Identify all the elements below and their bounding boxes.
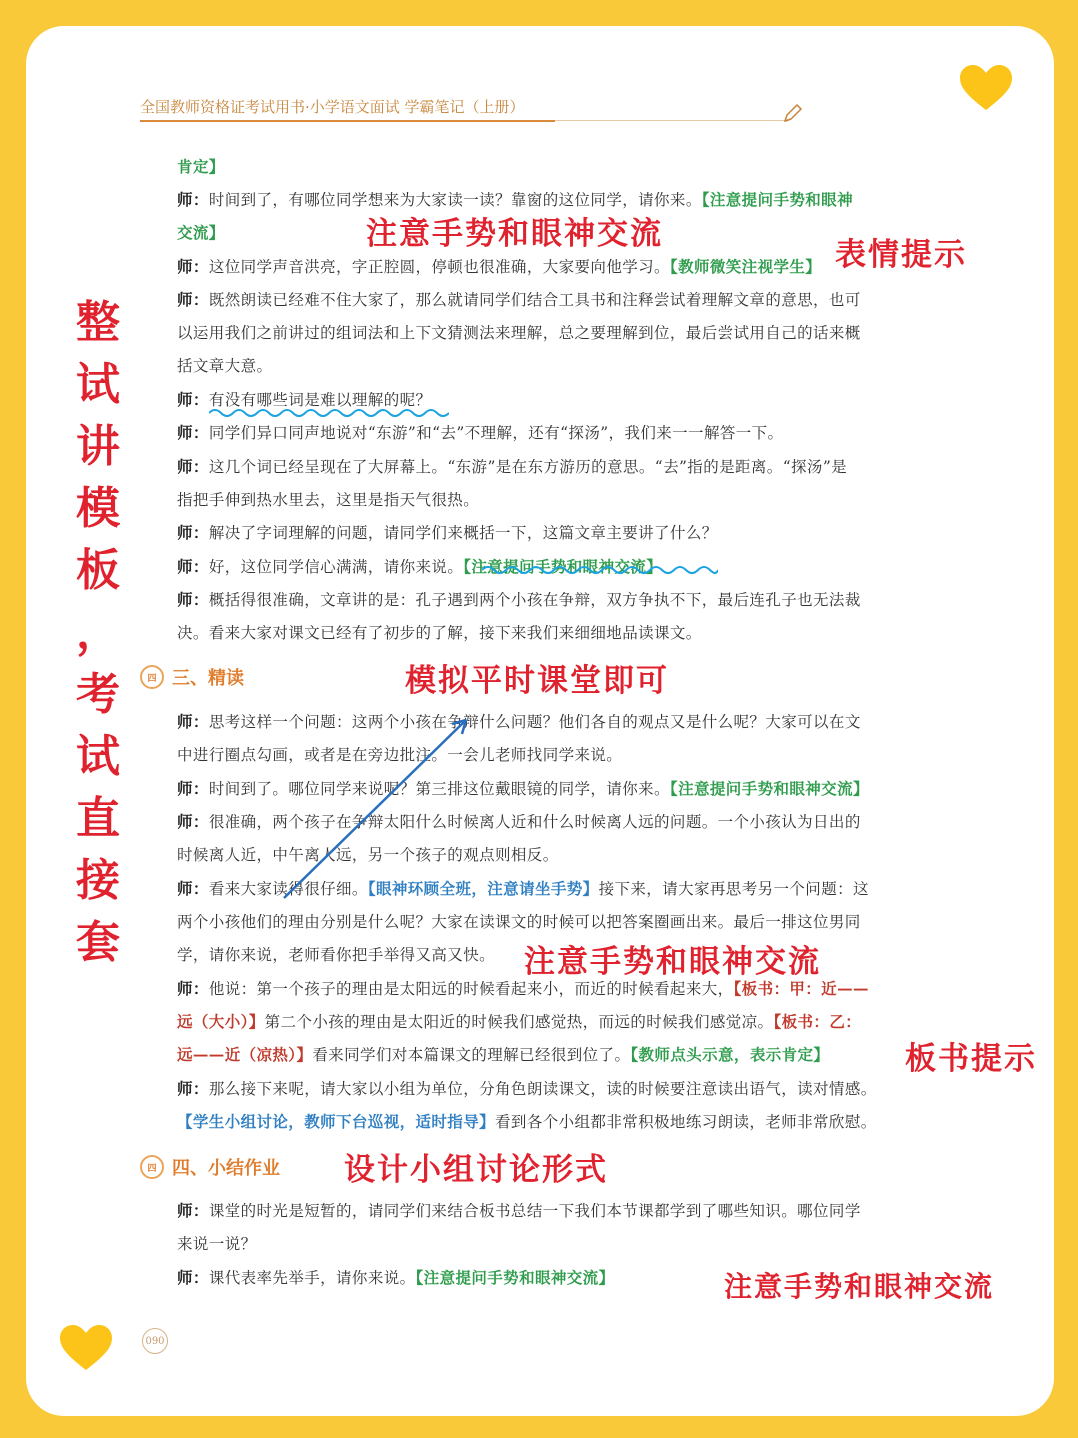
text-line: 来说一说？ bbox=[177, 1235, 257, 1253]
text-line: 师：有没有哪些词是难以理解的呢？ bbox=[177, 390, 432, 409]
text-line: 两个小孩他们的理由分别是什么呢？大家在读课文的时候可以把答案圈画出来。最后一排这位男同 bbox=[177, 913, 861, 931]
text-line: 师：时间到了。哪位同学来说呢？第三排这位戴眼镜的同学，请你来。【注意提问手势和眼神交流】 bbox=[177, 779, 869, 798]
text-line: 肯定】 bbox=[177, 157, 225, 176]
text-line: 师：这位同学声音洪亮，字正腔圆，停顿也很准确，大家要向他学习。【教师微笑注视学生】 bbox=[177, 257, 822, 276]
text-line: 中进行圈点勾画，或者是在旁边批注。一会儿老师找同学来说。 bbox=[177, 746, 623, 764]
text-line: 师：看来大家读得很仔细。【眼神环顾全班，注意请坐手势】接下来，请大家再思考另一个问题：这 bbox=[177, 879, 869, 898]
text-line: 师：解决了字词理解的问题，请同学们来概括一下，这篇文章主要讲了什么？ bbox=[177, 523, 718, 542]
book-header: 全国教师资格证考试用书·小学语文面试 学霸笔记（上册） bbox=[140, 98, 525, 116]
text-line: 决。看来大家对课文已经有了初步的了解，接下来我们来细细地品读课文。 bbox=[177, 624, 702, 642]
page-number: 090 bbox=[142, 1328, 168, 1354]
side-handwritten-note: 整 试 讲 模 板 ， 考 试 直 接 套 bbox=[76, 297, 120, 968]
section-heading: 四 四、小结作业 bbox=[140, 1154, 280, 1180]
text-line: 远（大小）】第二个小孩的理由是太阳近的时候我们感觉热，而远的时候我们感觉凉。【板书：乙： bbox=[177, 1012, 862, 1031]
text-line: 指把手伸到热水里去，这里是指天气很热。 bbox=[177, 491, 480, 509]
handwritten-annotation: 板书提示 bbox=[905, 1041, 1037, 1077]
text-line: 师：时间到了，有哪位同学想来为大家读一读？靠窗的这位同学，请你来。【注意提问手势和眼神 bbox=[177, 190, 853, 209]
text-line: 师：他说：第一个孩子的理由是太阳远的时候看起来小，而近的时候看起来大，【板书：甲：近—— bbox=[177, 979, 869, 998]
text-line: 师：既然朗读已经难不住大家了，那么就请同学们结合工具书和注释尝试着理解文章的意思，也可 bbox=[177, 290, 861, 309]
text-line: 远——近（凉热）】看来同学们对本篇课文的理解已经很到位了。【教师点头示意，表示肯定】 bbox=[177, 1045, 830, 1064]
text-line: 师：同学们异口同声地说对“东游”和“去”不理解，还有“探汤”，我们来一一解答一下。 bbox=[177, 423, 784, 442]
pencil-icon bbox=[782, 102, 804, 124]
text-line: 括文章大意。 bbox=[177, 357, 273, 375]
text-line: 师：这几个词已经呈现在了大屏幕上。“东游”是在东方游历的意思。“去”指的是距离。“探汤”是 bbox=[177, 457, 848, 476]
text-line: 师：思考这样一个问题：这两个小孩在争辩什么问题？他们各自的观点又是什么呢？大家可以在文 bbox=[177, 712, 861, 731]
header-divider bbox=[140, 120, 555, 122]
handwritten-annotation: 模拟平时课堂即可 bbox=[405, 663, 669, 699]
handwritten-annotation: 设计小组讨论形式 bbox=[344, 1152, 608, 1188]
text-line: 师：好，这位同学信心满满，请你来说。【注意提问手势和眼神交流】 bbox=[177, 557, 663, 576]
text-line: 师：概括得很准确，文章讲的是：孔子遇到两个小孩在争辩，双方争执不下，最后连孔子也无法裁 bbox=[177, 590, 861, 609]
heart-icon bbox=[58, 1324, 114, 1372]
text-line: 师：那么接下来呢，请大家以小组为单位，分角色朗读课文，读的时候要注意读出语气，读对情感。 bbox=[177, 1079, 877, 1098]
section-number-icon: 四 bbox=[140, 665, 164, 689]
wavy-underline bbox=[209, 407, 449, 419]
heart-icon bbox=[958, 64, 1014, 112]
header-divider-light bbox=[555, 120, 785, 121]
arrow-icon bbox=[280, 706, 480, 906]
text-line: 师：课代表率先举手，请你来说。【注意提问手势和眼神交流】 bbox=[177, 1268, 615, 1287]
wavy-underline bbox=[482, 563, 718, 577]
handwritten-annotation: 注意手势和眼神交流 bbox=[366, 216, 663, 252]
text-line: 师：很准确，两个孩子在争辩太阳什么时候离人近和什么时候离人远的问题。一个小孩认为日出的 bbox=[177, 812, 861, 831]
text-line: 时候离人近，中午离人远，另一个孩子的观点则相反。 bbox=[177, 846, 559, 864]
text-line: 【学生小组讨论，教师下台巡视，适时指导】看到各个小组都非常积极地练习朗读，老师非常欣慰。 bbox=[177, 1112, 877, 1131]
handwritten-annotation: 注意手势和眼神交流 bbox=[724, 1270, 995, 1303]
text-line: 师：课堂的时光是短暂的，请同学们来结合板书总结一下我们本节课都学到了哪些知识。哪位同学 bbox=[177, 1201, 861, 1220]
handwritten-annotation: 注意手势和眼神交流 bbox=[524, 944, 821, 980]
text-line: 学，请你来说，老师看你把手举得又高又快。 bbox=[177, 946, 496, 964]
section-number-icon: 四 bbox=[140, 1155, 164, 1179]
handwritten-annotation: 表情提示 bbox=[835, 237, 967, 273]
text-line: 交流】 bbox=[177, 223, 225, 242]
text-line: 以运用我们之前讲过的组词法和上下文猜测法来理解，总之要理解到位，最后尝试用自己的话来概 bbox=[177, 324, 861, 342]
section-heading: 四 三、精读 bbox=[140, 664, 244, 690]
